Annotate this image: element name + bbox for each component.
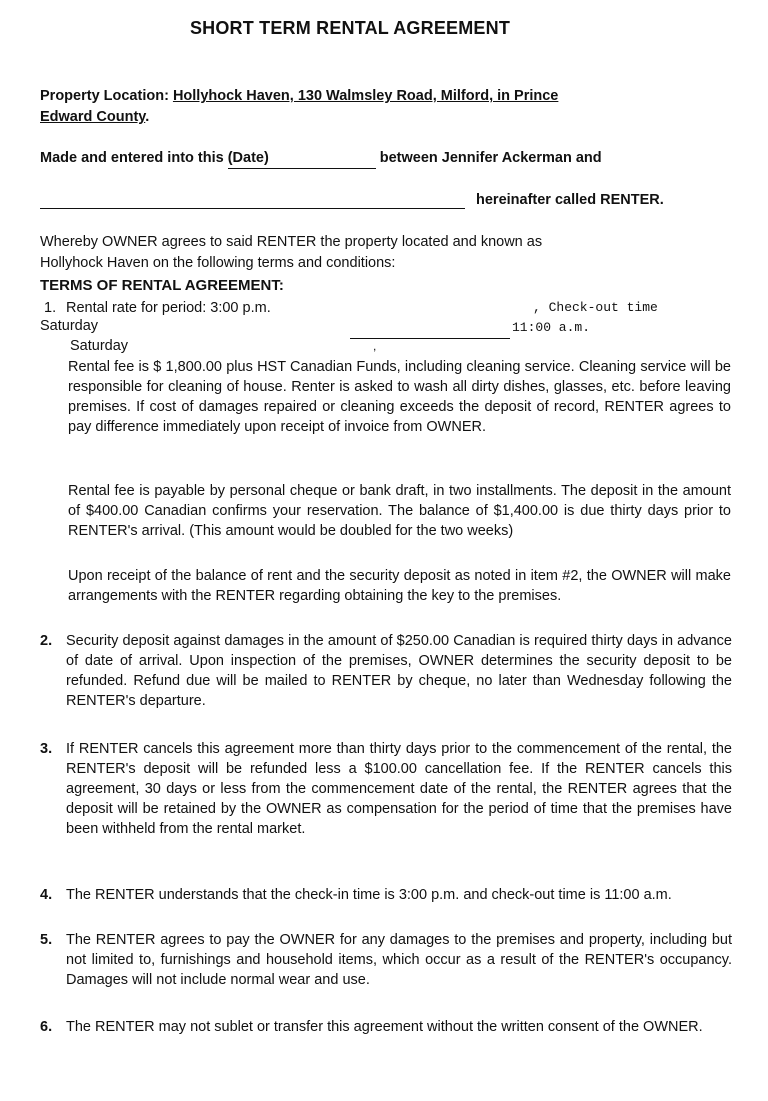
list-item xyxy=(40,885,732,905)
item-number: 2. xyxy=(40,633,53,649)
renter-suffix: hereinafter called RENTER. xyxy=(476,192,664,208)
made-suffix: between Jennifer Ackerman and xyxy=(379,150,602,166)
key-arrangement-paragraph: Upon receipt of the balance of rent and the security deposit as noted in item #2, the OWNER will make arrangements with the RENTER regarding obtaining the key to the premises. xyxy=(68,568,731,604)
property-location xyxy=(40,86,740,106)
list-item xyxy=(40,930,732,990)
item-text: The RENTER agrees to pay the OWNER for any damages to the premises and property, including but not limited to, furnishings and household items, which occur as a result of the RENTER's occupancy. Damages will not include normal wear and use. xyxy=(66,932,732,988)
item-number: 6. xyxy=(40,1019,53,1035)
document-title: SHORT TERM RENTAL AGREEMENT xyxy=(189,18,511,38)
item1-number: 1. xyxy=(44,300,57,316)
item-text: Security deposit against damages in the amount of $250.00 Canadian is required thirty days in advance of date of arrival. Upon inspection of the premises, OWNER determines the security deposit to be refunded. Refund due will be mailed to RENTER by cheque, no later than Wednesday following the RENTER's departure. xyxy=(66,633,732,709)
checkout-time: 11:00 a.m. xyxy=(512,320,591,335)
saturday-label-2: Saturday xyxy=(70,338,129,354)
property-label: Property Location: xyxy=(40,88,169,104)
payment-paragraph: Rental fee is payable by personal cheque or bank draft, in two installments. The deposit in the amount of $400.00 Canadian confirms your reservation. The balance of $1,400.00 is due thirty days prior to RENTER's arrival. (This amount would be doubled for the two weeks) xyxy=(68,483,731,539)
date-field[interactable] xyxy=(228,148,376,169)
item-number: 4. xyxy=(40,887,53,903)
rental-fee-paragraph: Rental fee is $ 1,800.00 plus HST Canadian Funds, including cleaning service. Cleaning service will be responsible for cleaning of house. Renter is asked to wash all dirty dishes, glasses, etc. before leaving premises. If cost of damages repaired or cleaning exceeds the deposit of record, RENTER agrees to pay difference immediately upon receipt of invoice from OWNER. xyxy=(68,359,731,435)
renter-name-field[interactable] xyxy=(40,190,465,209)
item-text: The RENTER understands that the check-in time is 3:00 p.m. and check-out time is 11:00 a.m. xyxy=(66,887,672,903)
saturday-label: Saturday xyxy=(40,318,99,334)
made-entered-line xyxy=(40,148,740,169)
whereby-line2: Hollyhock Haven on the following terms and conditions: xyxy=(40,255,396,271)
property-location-cont: Edward County. xyxy=(40,109,150,125)
property-value-line2: Edward County xyxy=(40,109,146,125)
list-item xyxy=(40,1017,732,1037)
terms-heading: TERMS OF RENTAL AGREEMENT: xyxy=(40,277,284,294)
list-item xyxy=(40,739,732,839)
checkout-label: , Check-out time xyxy=(533,300,658,315)
item-number: 3. xyxy=(40,741,53,757)
item-text: If RENTER cancels this agreement more than thirty days prior to the commencement of the rental, the RENTER's deposit will be refunded less a $100.00 cancellation fee. If the RENTER cancels this agreement, 30 days or less from the commencement date of the rental, the RENTER agrees that the deposit will be retained by the OWNER as compensation for the period of time that the premises have been withheld from the rental market. xyxy=(66,741,732,837)
made-prefix: Made and entered into this xyxy=(40,150,224,166)
item-text: The RENTER may not sublet or transfer this agreement without the written consent of the OWNER. xyxy=(66,1019,703,1035)
property-value-line1: Hollyhock Haven, 130 Walmsley Road, Milford, in Prince xyxy=(172,88,559,104)
whereby-line1: Whereby OWNER agrees to said RENTER the property located and known as xyxy=(40,234,543,250)
list-item xyxy=(40,631,732,711)
date-label: (Date) xyxy=(227,150,269,166)
rental-rate-label: Rental rate for period: 3:00 p.m. xyxy=(66,300,271,316)
item-number: 5. xyxy=(40,932,53,948)
